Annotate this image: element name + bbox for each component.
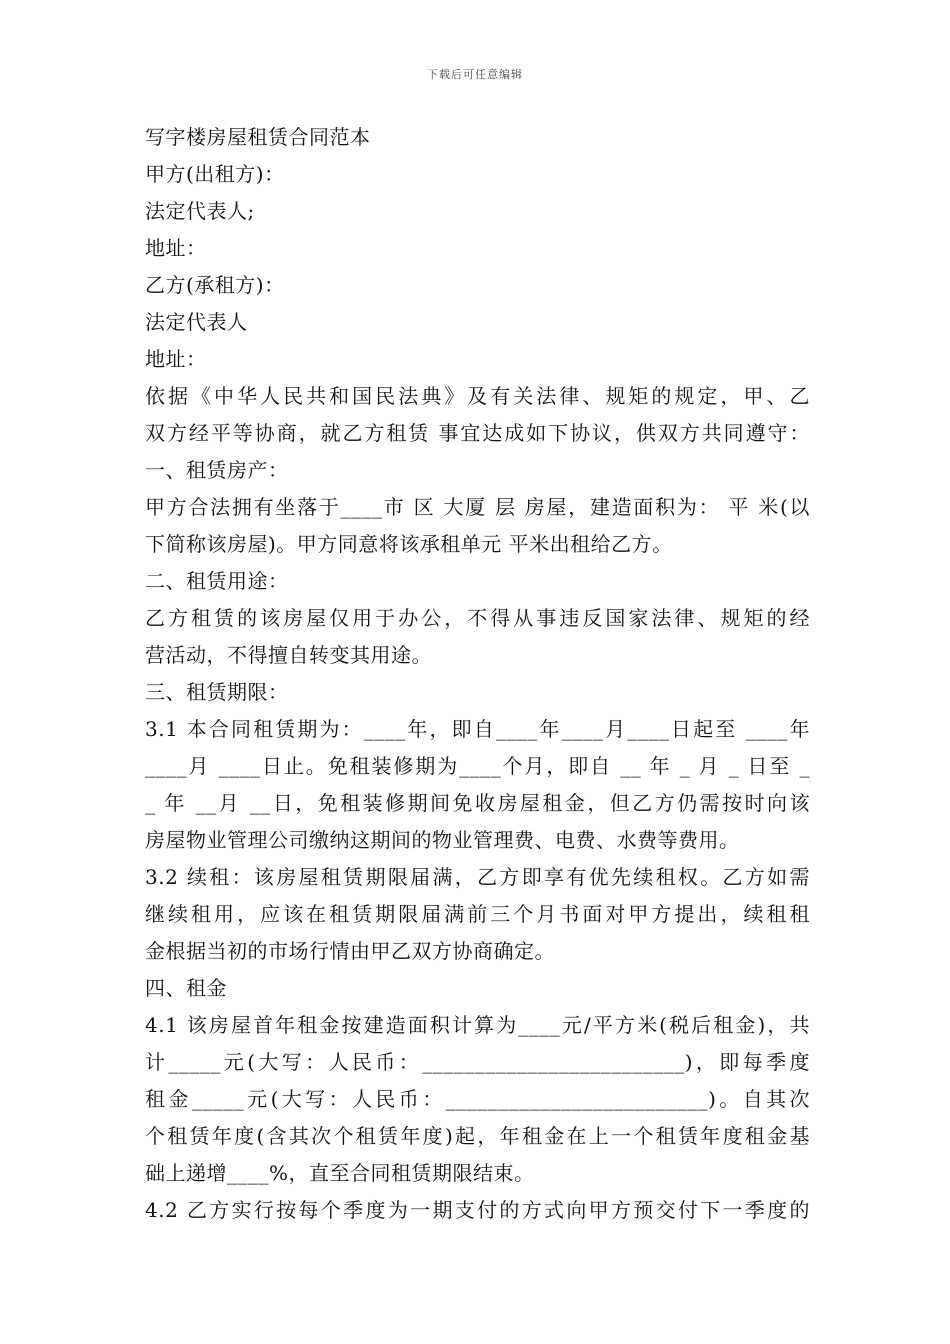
document-line: 一、租赁房产： [145,458,289,482]
document-line: 地址： [145,347,207,371]
document-line: 计_____元(大写：人民币：_________________________)，即每季度 [145,1050,810,1074]
document-line: 房屋物业管理公司缴纳这期间的物业管理费、电费、水费等费用。 [145,828,740,852]
document-line: 下简称该房屋)。甲方同意将该承租单元 平米出租给乙方。 [145,532,673,556]
document-line: ____月 ____日止。免租装修期为____个月，即自 __ 年 _ 月 _ 日至 _ [145,754,810,778]
document-line: 4.2 乙方实行按每个季度为一期支付的方式向甲方预交付下一季度的 [145,1198,810,1222]
document-line: 三、租赁期限： [145,680,289,704]
document-line: 甲方(出租方)： [145,162,285,186]
document-line: 二、租赁用途： [145,569,289,593]
document-body [145,119,810,1229]
document-line: 继续租用，应该在租赁期限届满前三个月书面对甲方提出，续租租 [145,902,810,926]
document-line: 营活动，不得擅自转变其用途。 [145,643,432,667]
document-line: 础上递增____%，直至合同租赁期限结束。 [145,1161,535,1185]
document-line: 3.1 本合同租赁期为：____年，即自____年____月____日起至 ____年 [145,717,810,741]
document-line: 法定代表人; [145,199,255,223]
document-line: 4.1 该房屋首年租金按建造面积计算为____元/平方米(税后租金)，共 [145,1013,810,1037]
document-line: 乙方(承租方)： [145,273,285,297]
document-line: 甲方合法拥有坐落于____市 区 大厦 层 房屋，建造面积为： 平 米(以 [145,495,810,519]
document-line: 租金_____元(大写：人民币：_________________________)。自其次 [145,1087,810,1111]
document-line: 3.2 续租：该房屋租赁期限届满，乙方即享有优先续租权。乙方如需 [145,865,810,889]
document-line: 四、租金 [145,976,227,1000]
document-line: 依据《中华人民共和国民法典》及有关法律、规矩的规定，甲、乙 [145,384,810,408]
page-header-note: 下载后可任意编辑 [427,68,523,81]
document-line: 法定代表人 [145,310,248,334]
document-line: 金根据当初的市场行情由甲乙双方协商确定。 [145,939,555,963]
document-line: 双方经平等协商，就乙方租赁 事宜达成如下协议，供双方共同遵守： [145,421,810,445]
document-line: 地址： [145,236,207,260]
document-title: 写字楼房屋租赁合同范本 [145,125,371,149]
document-line: 个租赁年度(含其次个租赁年度)起，年租金在上一个租赁年度租金基 [145,1124,810,1148]
document-line: 乙方租赁的该房屋仅用于办公，不得从事违反国家法律、规矩的经 [145,606,810,630]
document-line: _ 年 __月 __日，免租装修期间免收房屋租金，但乙方仍需按时向该 [145,791,810,815]
